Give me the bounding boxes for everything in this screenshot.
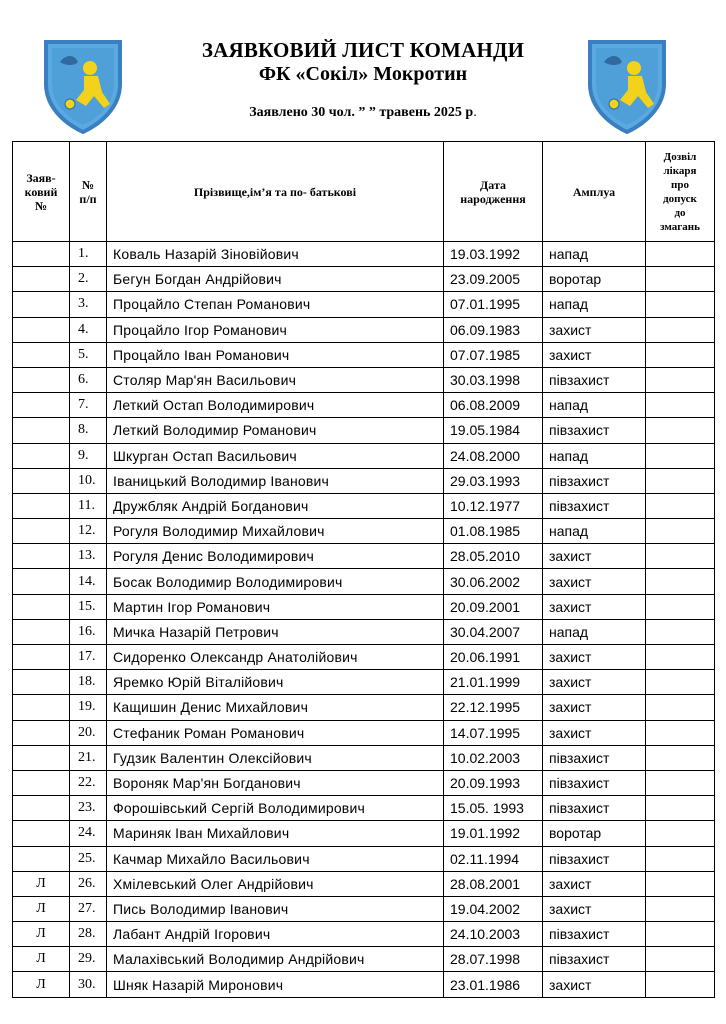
birth-date-cell: 28.08.2001 <box>444 871 543 896</box>
position-cell: півзахист <box>543 468 646 493</box>
player-name-cell: Процайло Іван Романович <box>107 342 444 367</box>
position-cell: півзахист <box>543 493 646 518</box>
player-name-cell: Мариняк Іван Михайлович <box>107 821 444 846</box>
column-header-date-text: Дата народження <box>460 177 526 206</box>
birth-date-cell: 23.09.2005 <box>444 267 543 292</box>
doctor-permit-cell <box>646 896 715 921</box>
doctor-permit-cell <box>646 796 715 821</box>
application-date-line <box>140 105 586 121</box>
zayav-cell <box>13 670 70 695</box>
team-name: ФК «Сокіл» Мокротин <box>258 63 468 85</box>
birth-date-cell: 28.05.2010 <box>444 544 543 569</box>
table-row <box>13 468 715 493</box>
column-header-num <box>70 142 107 242</box>
column-header-num-text: № п/п <box>79 177 97 206</box>
position-cell: захист <box>543 569 646 594</box>
application-date-text: Заявлено 30 чол. ” ” травень 2025 р <box>249 105 474 120</box>
table-row <box>13 770 715 795</box>
column-header-name <box>107 142 444 242</box>
number-cell: 25. <box>70 846 107 871</box>
birth-date-cell: 10.02.2003 <box>444 745 543 770</box>
zayav-cell <box>13 720 70 745</box>
birth-date-cell: 30.04.2007 <box>444 619 543 644</box>
birth-date-cell: 01.08.1985 <box>444 519 543 544</box>
table-row <box>13 242 715 267</box>
table-row <box>13 947 715 972</box>
doctor-permit-cell <box>646 292 715 317</box>
doctor-permit-cell <box>646 418 715 443</box>
birth-date-cell: 19.01.1992 <box>444 821 543 846</box>
doctor-permit-cell <box>646 267 715 292</box>
zayav-cell <box>13 267 70 292</box>
document-title: ЗАЯВКОВИЙ ЛИСТ КОМАНДИ <box>201 38 525 62</box>
zayav-cell <box>13 796 70 821</box>
position-cell: напад <box>543 242 646 267</box>
birth-date-cell: 06.09.1983 <box>444 317 543 342</box>
table-row <box>13 493 715 518</box>
table-row <box>13 922 715 947</box>
birth-date-cell: 06.08.2009 <box>444 393 543 418</box>
birth-date-cell: 19.05.1984 <box>444 418 543 443</box>
number-cell: 2. <box>70 267 107 292</box>
column-header-dozvil-text: Дозвіл лікаря про допуск до змагань <box>660 150 700 233</box>
number-cell: 4. <box>70 317 107 342</box>
number-cell: 17. <box>70 645 107 670</box>
birth-date-cell: 24.08.2000 <box>444 443 543 468</box>
doctor-permit-cell <box>646 670 715 695</box>
doctor-permit-cell <box>646 569 715 594</box>
column-header-zayav <box>13 142 70 242</box>
birth-date-cell: 21.01.1999 <box>444 670 543 695</box>
position-cell: захист <box>543 645 646 670</box>
birth-date-cell: 28.07.1998 <box>444 947 543 972</box>
number-cell: 20. <box>70 720 107 745</box>
number-cell: 26. <box>70 871 107 896</box>
table-row <box>13 645 715 670</box>
table-header-row <box>13 142 715 242</box>
number-cell: 7. <box>70 393 107 418</box>
birth-date-cell: 30.03.1998 <box>444 367 543 392</box>
doctor-permit-cell <box>646 242 715 267</box>
doctor-permit-cell <box>646 619 715 644</box>
zayav-cell <box>13 594 70 619</box>
club-crest-icon <box>584 34 670 134</box>
position-cell: захист <box>543 720 646 745</box>
zayav-cell <box>13 242 70 267</box>
player-name-cell: Дружбляк Андрій Богданович <box>107 493 444 518</box>
birth-date-cell: 19.03.1992 <box>444 242 543 267</box>
zayav-cell <box>13 342 70 367</box>
number-cell: 27. <box>70 896 107 921</box>
number-cell: 23. <box>70 796 107 821</box>
doctor-permit-cell <box>646 544 715 569</box>
player-name-cell: Рогуля Денис Володимирович <box>107 544 444 569</box>
player-name-cell: Качмар Михайло Васильович <box>107 846 444 871</box>
table-row <box>13 695 715 720</box>
player-name-cell: Процайло Степан Романович <box>107 292 444 317</box>
number-cell: 21. <box>70 745 107 770</box>
doctor-permit-cell <box>646 770 715 795</box>
number-cell: 14. <box>70 569 107 594</box>
zayav-cell <box>13 418 70 443</box>
table-row <box>13 418 715 443</box>
doctor-permit-cell <box>646 720 715 745</box>
number-cell: 5. <box>70 342 107 367</box>
player-name-cell: Малахівський Володимир Андрійович <box>107 947 444 972</box>
position-cell: захист <box>543 670 646 695</box>
birth-date-cell: 07.07.1985 <box>444 342 543 367</box>
zayav-cell <box>13 443 70 468</box>
zayav-cell <box>13 468 70 493</box>
number-cell: 29. <box>70 947 107 972</box>
doctor-permit-cell <box>646 317 715 342</box>
player-name-cell: Сидоренко Олександр Анатолійович <box>107 645 444 670</box>
table-row <box>13 896 715 921</box>
column-header-role-text: Амплуа <box>572 184 616 199</box>
player-name-cell: Пись Володимир Іванович <box>107 896 444 921</box>
doctor-permit-cell <box>646 367 715 392</box>
table-row <box>13 796 715 821</box>
birth-date-cell: 22.12.1995 <box>444 695 543 720</box>
position-cell: захист <box>543 695 646 720</box>
doctor-permit-cell <box>646 972 715 997</box>
doctor-permit-cell <box>646 846 715 871</box>
table-row <box>13 594 715 619</box>
doctor-permit-cell <box>646 745 715 770</box>
birth-date-cell: 07.01.1995 <box>444 292 543 317</box>
number-cell: 1. <box>70 242 107 267</box>
number-cell: 11. <box>70 493 107 518</box>
table-row <box>13 443 715 468</box>
position-cell: півзахист <box>543 770 646 795</box>
player-name-cell: Бегун Богдан Андрійович <box>107 267 444 292</box>
player-name-cell: Коваль Назарій Зіновійович <box>107 242 444 267</box>
doctor-permit-cell <box>646 342 715 367</box>
zayav-cell <box>13 695 70 720</box>
birth-date-cell: 29.03.1993 <box>444 468 543 493</box>
player-name-cell: Леткий Остап Володимирович <box>107 393 444 418</box>
number-cell: 28. <box>70 922 107 947</box>
table-row <box>13 317 715 342</box>
column-header-date <box>444 142 543 242</box>
number-cell: 12. <box>70 519 107 544</box>
player-name-cell: Босак Володимир Володимирович <box>107 569 444 594</box>
zayav-cell <box>13 292 70 317</box>
player-name-cell: Шкурган Остап Васильович <box>107 443 444 468</box>
position-cell: півзахист <box>543 367 646 392</box>
doctor-permit-cell <box>646 645 715 670</box>
position-cell: захист <box>543 871 646 896</box>
table-row <box>13 871 715 896</box>
position-cell: півзахист <box>543 947 646 972</box>
table-row <box>13 292 715 317</box>
number-cell: 19. <box>70 695 107 720</box>
zayav-cell <box>13 645 70 670</box>
table-row <box>13 720 715 745</box>
number-cell: 3. <box>70 292 107 317</box>
birth-date-cell: 02.11.1994 <box>444 846 543 871</box>
table-row <box>13 519 715 544</box>
number-cell: 13. <box>70 544 107 569</box>
birth-date-cell: 19.04.2002 <box>444 896 543 921</box>
number-cell: 16. <box>70 619 107 644</box>
birth-date-cell: 20.06.1991 <box>444 645 543 670</box>
position-cell: півзахист <box>543 922 646 947</box>
application-date-suffix: . <box>473 105 477 120</box>
position-cell: півзахист <box>543 846 646 871</box>
zayav-cell <box>13 317 70 342</box>
number-cell: 15. <box>70 594 107 619</box>
doctor-permit-cell <box>646 947 715 972</box>
birth-date-cell: 15.05. 1993 <box>444 796 543 821</box>
doctor-permit-cell <box>646 594 715 619</box>
zayav-cell <box>13 493 70 518</box>
player-name-cell: Шняк Назарій Миронович <box>107 972 444 997</box>
number-cell: 30. <box>70 972 107 997</box>
doctor-permit-cell <box>646 468 715 493</box>
number-cell: 24. <box>70 821 107 846</box>
player-name-cell: Вороняк Мар'ян Богданович <box>107 770 444 795</box>
column-header-dozvil <box>646 142 715 242</box>
position-cell: напад <box>543 619 646 644</box>
birth-date-cell: 14.07.1995 <box>444 720 543 745</box>
birth-date-cell: 24.10.2003 <box>444 922 543 947</box>
player-name-cell: Леткий Володимир Романович <box>107 418 444 443</box>
table-row <box>13 267 715 292</box>
player-name-cell: Кащишин Денис Михайлович <box>107 695 444 720</box>
doctor-permit-cell <box>646 922 715 947</box>
position-cell: півзахист <box>543 745 646 770</box>
player-name-cell: Яремко Юрій Віталійович <box>107 670 444 695</box>
position-cell: воротар <box>543 821 646 846</box>
position-cell: напад <box>543 443 646 468</box>
club-crest-icon <box>40 34 126 134</box>
birth-date-cell: 20.09.2001 <box>444 594 543 619</box>
player-name-cell: Процайло Ігор Романович <box>107 317 444 342</box>
zayav-cell: Л <box>13 972 70 997</box>
zayav-cell <box>13 569 70 594</box>
player-name-cell: Гудзик Валентин Олексійович <box>107 745 444 770</box>
number-cell: 18. <box>70 670 107 695</box>
zayav-cell: Л <box>13 896 70 921</box>
position-cell: захист <box>543 896 646 921</box>
position-cell: захист <box>543 544 646 569</box>
zayav-cell <box>13 519 70 544</box>
position-cell: захист <box>543 972 646 997</box>
doctor-permit-cell <box>646 695 715 720</box>
birth-date-cell: 20.09.1993 <box>444 770 543 795</box>
doctor-permit-cell <box>646 393 715 418</box>
player-name-cell: Хмілевський Олег Андрійович <box>107 871 444 896</box>
roster-table <box>12 141 715 998</box>
table-row <box>13 342 715 367</box>
zayav-cell <box>13 770 70 795</box>
doctor-permit-cell <box>646 821 715 846</box>
column-header-name-text: Прізвище,ім’я та по- батькові <box>193 184 357 199</box>
number-cell: 9. <box>70 443 107 468</box>
player-name-cell: Форошівський Сергій Володимирович <box>107 796 444 821</box>
table-row <box>13 972 715 997</box>
position-cell: захист <box>543 342 646 367</box>
table-row <box>13 745 715 770</box>
zayav-cell: Л <box>13 871 70 896</box>
table-row <box>13 569 715 594</box>
player-name-cell: Столяр Мар'ян Васильович <box>107 367 444 392</box>
birth-date-cell: 30.06.2002 <box>444 569 543 594</box>
player-name-cell: Лабант Андрій Ігорович <box>107 922 444 947</box>
player-name-cell: Мичка Назарій Петрович <box>107 619 444 644</box>
zayav-cell: Л <box>13 947 70 972</box>
position-cell: захист <box>543 317 646 342</box>
number-cell: 8. <box>70 418 107 443</box>
birth-date-cell: 23.01.1986 <box>444 972 543 997</box>
zayav-cell <box>13 745 70 770</box>
table-row <box>13 619 715 644</box>
table-row <box>13 393 715 418</box>
position-cell: захист <box>543 594 646 619</box>
zayav-cell: Л <box>13 922 70 947</box>
doctor-permit-cell <box>646 443 715 468</box>
number-cell: 22. <box>70 770 107 795</box>
player-name-cell: Мартин Ігор Романович <box>107 594 444 619</box>
position-cell: півзахист <box>543 796 646 821</box>
column-header-zayav-text: Заяв- ковий № <box>24 170 58 213</box>
table-row <box>13 670 715 695</box>
table-row <box>13 846 715 871</box>
table-row <box>13 821 715 846</box>
roster-table-body <box>13 242 715 998</box>
zayav-cell <box>13 846 70 871</box>
zayav-cell <box>13 821 70 846</box>
doctor-permit-cell <box>646 871 715 896</box>
column-header-role <box>543 142 646 242</box>
position-cell: напад <box>543 393 646 418</box>
zayav-cell <box>13 367 70 392</box>
number-cell: 10. <box>70 468 107 493</box>
player-name-cell: Рогуля Володимир Михайлович <box>107 519 444 544</box>
position-cell: напад <box>543 292 646 317</box>
zayav-cell <box>13 619 70 644</box>
position-cell: півзахист <box>543 418 646 443</box>
number-cell: 6. <box>70 367 107 392</box>
table-row <box>13 544 715 569</box>
player-name-cell: Стефаник Роман Романович <box>107 720 444 745</box>
position-cell: воротар <box>543 267 646 292</box>
zayav-cell <box>13 393 70 418</box>
birth-date-cell: 10.12.1977 <box>444 493 543 518</box>
doctor-permit-cell <box>646 519 715 544</box>
doctor-permit-cell <box>646 493 715 518</box>
zayav-cell <box>13 544 70 569</box>
player-name-cell: Іваницький Володимир Іванович <box>107 468 444 493</box>
position-cell: напад <box>543 519 646 544</box>
table-row <box>13 367 715 392</box>
